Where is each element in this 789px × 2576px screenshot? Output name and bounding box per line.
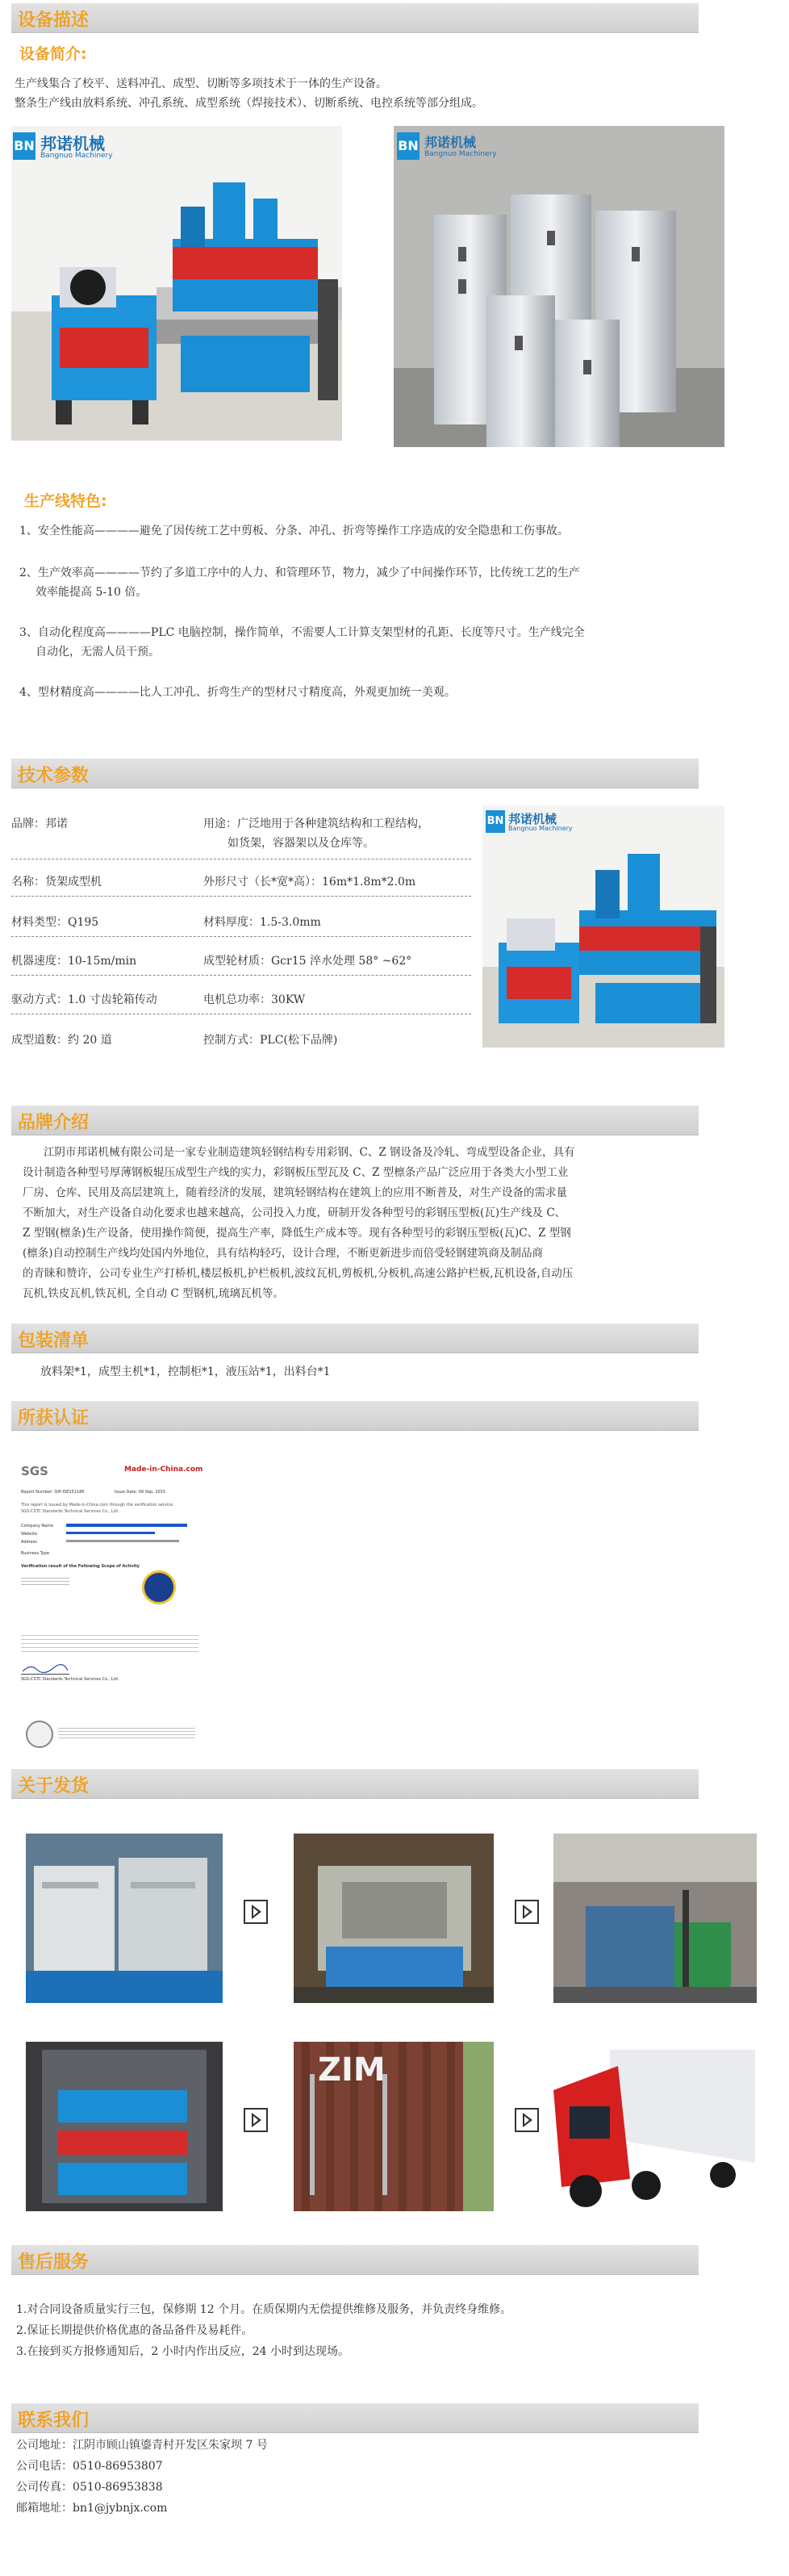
service-item: 1.对合同设备质量实行三包，保修期 12 个月。在质保期内无偿提供维修及服务，并负责终身维修。 [16, 2303, 512, 2316]
section-title: 售后服务 [18, 2252, 90, 2273]
mic-logo: Made-in-China.com [124, 1466, 203, 1474]
param-machine-photo [482, 805, 724, 1048]
cert-text-line [66, 1540, 179, 1542]
shipping-photo-truck [553, 2042, 757, 2211]
cert-seal-icon [142, 1570, 176, 1604]
section-title: 所获认证 [18, 1408, 90, 1428]
shipping-photo-forklift [553, 1834, 757, 2003]
brand-line: (檩条)自动控制生产线均处国内外地位，具有结构轻巧，设计合理，不断更新进步而倍受轻钢建筑商及制品商 [23, 1247, 544, 1260]
logo-name: 邦诺机械 [40, 134, 105, 153]
brand-line: Z 型钢(檩条)生产设备，使用操作简便，提高生产率，降低生产成本等。现有各种型号的彩钢压型板(瓦)C、Z 型钢 [23, 1227, 571, 1240]
cert-link-line [66, 1524, 187, 1527]
cert-report-number: Report Number: QIP-ISE151186 [21, 1490, 85, 1495]
profile-photo [394, 126, 724, 447]
param-power: 电机总功率：30KW [203, 993, 306, 1006]
intro-title: 设备简介: [19, 45, 87, 63]
param-size: 外形尺寸（长*宽*高）：16m*1.8m*2.0m [203, 876, 416, 889]
param-material: 材料类型：Q195 [11, 916, 99, 929]
cert-field: Business Type [21, 1551, 50, 1556]
contact-address: 公司地址：江阴市顾山镇鎏青村开发区朱家坝 7 号 [16, 2439, 268, 2452]
cert-section: Verification result of the Following Scope of Activity [21, 1564, 140, 1569]
feature-item: 2、生产效率高————节约了多道工序中的人力、和管理环节，物力，减少了中间操作环节，比传统工艺的生产 [19, 567, 580, 579]
arrow-right-icon [244, 1900, 268, 1924]
brand-line: 瓦机,铁皮瓦机,铁瓦机, 全自动 C 型钢机,琉璃瓦机等。 [23, 1287, 284, 1300]
feature-item: 1、安全性能高————避免了因传统工艺中剪板、分条、冲孔、折弯等操作工序造成的安全隐患和工伤事故。 [19, 525, 569, 537]
feature-item: 自动化，无需人员干预。 [35, 646, 160, 659]
section-bar-packing [11, 1324, 699, 1353]
logo-english: Bangnuo Machinery [40, 152, 113, 160]
arrow-right-icon [244, 2108, 268, 2132]
param-use: 如货架，容器架以及仓库等。 [228, 837, 374, 850]
section-title: 技术参数 [18, 766, 90, 786]
param-use: 用途：广泛地用于各种建筑结构和工程结构， [203, 818, 429, 830]
intro-line: 整条生产线由放料系统、冲孔系统、成型系统（焊接技术）、切断系统、电控系统等部分组成。 [15, 97, 483, 110]
cert-signatory: SGS-CSTC Standards Technical Services Co., Ltd. [21, 1677, 119, 1682]
section-title: 品牌介绍 [18, 1113, 90, 1133]
features-title: 生产线特色: [24, 492, 107, 510]
param-control: 控制方式：PLC(松下品牌) [203, 1034, 338, 1047]
section-bar-description [11, 3, 699, 33]
section-bar-shipping [11, 1769, 699, 1799]
shipping-photo-wrapping [294, 1834, 494, 2003]
cert-body [21, 1632, 198, 1653]
section-bar-service [11, 2245, 699, 2275]
sgs-stamp-icon [26, 1721, 53, 1748]
certificate-document [18, 1457, 205, 1748]
cert-list [21, 1575, 69, 1587]
service-item: 3.在接到买方报修通知后，2 小时内作出反应，24 小时到达现场。 [16, 2345, 349, 2358]
brand-line: 设计制造各种型号厚薄钢板辊压成型生产线的实力，彩钢板压型瓦及 C、Z 型檩条产品广泛应用于各类大小型工业 [23, 1166, 569, 1179]
cert-date: Issue Date: 09 Sep, 2015 [115, 1490, 166, 1495]
contact-email[interactable]: 邮箱地址：bn1@jybnjx.com [16, 2502, 168, 2515]
feature-item: 效率能提高 5-10 倍。 [35, 586, 148, 599]
signature-icon [21, 1662, 69, 1675]
section-bar-brand [11, 1106, 699, 1135]
machine-photo [11, 126, 342, 441]
cert-field: Address [21, 1540, 37, 1545]
packing-list: 放料架*1，成型主机*1，控制柜*1，液压站*1，出料台*1 [40, 1365, 331, 1378]
logo-name: 邦诺机械 [424, 135, 477, 150]
feature-item: 4、型材精度高————比人工冲孔、折弯生产的型材尺寸精度高，外观更加统一美观。 [19, 686, 456, 699]
shipping-photo-container-load [26, 2042, 223, 2211]
cert-link-line [66, 1532, 155, 1534]
logo-badge: BN [486, 810, 505, 833]
brand-line: 的青睐和赞许，公司专业生产打桥机,楼层板机,护栏板机,波纹瓦机,剪板机,分板机,高速公路护栏板,瓦机设备,自动压 [23, 1267, 574, 1280]
cert-text: This report is issued by Made-in-China.com through the verification service [21, 1503, 173, 1508]
section-bar-contact [11, 2403, 699, 2433]
arrow-right-icon [515, 2108, 539, 2132]
logo-english: Bangnuo Machinery [508, 825, 573, 832]
param-roller: 成型轮材质：Gcr15 淬水处理 58° ~62° [203, 955, 412, 968]
param-drive: 驱动方式：1.0 寸齿轮箱传动 [11, 993, 157, 1006]
brand-line: 厂房、仓库、民用及高层建筑上，随着经济的发展，建筑轻钢结构在建筑上的应用不断普及，对生产设备的需求量 [23, 1186, 567, 1199]
divider [11, 936, 471, 937]
brand-line: 江阴市邦诺机械有限公司是一家专业制造建筑轻钢结构专用彩钢、C、Z 钢设备及冷轧、弯成型设备企业，具有 [44, 1146, 575, 1159]
param-thickness: 材料厚度：1.5-3.0mm [203, 916, 321, 929]
shipping-photo-crates [26, 1834, 223, 2003]
sgs-logo: SGS [21, 1464, 48, 1478]
logo-english: Bangnuo Machinery [424, 150, 497, 158]
intro-line: 生产线集合了校平、送料冲孔、成型、切断等多项技术于一体的生产设备。 [15, 77, 387, 90]
param-brand: 品牌：邦诺 [11, 818, 68, 830]
logo-name: 邦诺机械 [508, 812, 557, 826]
brand-paragraph [11, 1143, 697, 1304]
param-stations: 成型道数：约 20 道 [11, 1034, 112, 1047]
cert-field: Company Name [21, 1524, 54, 1528]
section-title: 设备描述 [18, 10, 90, 31]
section-bar-params [11, 759, 699, 788]
container-brand-text: ZIM [318, 2051, 386, 2089]
logo-badge: BN [13, 132, 35, 160]
section-title: 包装清单 [18, 1331, 90, 1351]
param-speed: 机器速度：10-15m/min [11, 955, 137, 968]
cert-text: SGS-CSTC Standards Technical Services Co., Ltd. [21, 1509, 119, 1514]
section-title: 关于发货 [18, 1776, 90, 1796]
divider [11, 975, 471, 976]
section-bar-cert [11, 1401, 699, 1431]
feature-item: 3、自动化程度高————PLC 电脑控制，操作简单，不需要人工计算支架型材的孔距、长度等尺寸。生产线完全 [19, 626, 585, 639]
divider [11, 896, 471, 897]
contact-fax: 公司传真：0510-86953838 [16, 2481, 163, 2494]
logo-badge: BN [397, 132, 420, 160]
contact-phone: 公司电话：0510-86953807 [16, 2460, 163, 2473]
shipping-photo-container [294, 2042, 494, 2211]
cert-field: Website [21, 1532, 37, 1537]
arrow-right-icon [515, 1900, 539, 1924]
param-name: 名称：货架成型机 [11, 876, 102, 889]
service-item: 2.保证长期提供价格优惠的备品备件及易耗件。 [16, 2324, 253, 2337]
cert-footer [58, 1725, 195, 1740]
section-title: 联系我们 [18, 2411, 90, 2431]
brand-line: 不断加大，对生产设备自动化要求也越来越高，公司投入力度，研制开发各种型号的彩钢压型板(瓦)生产线及 C、 [23, 1206, 566, 1219]
